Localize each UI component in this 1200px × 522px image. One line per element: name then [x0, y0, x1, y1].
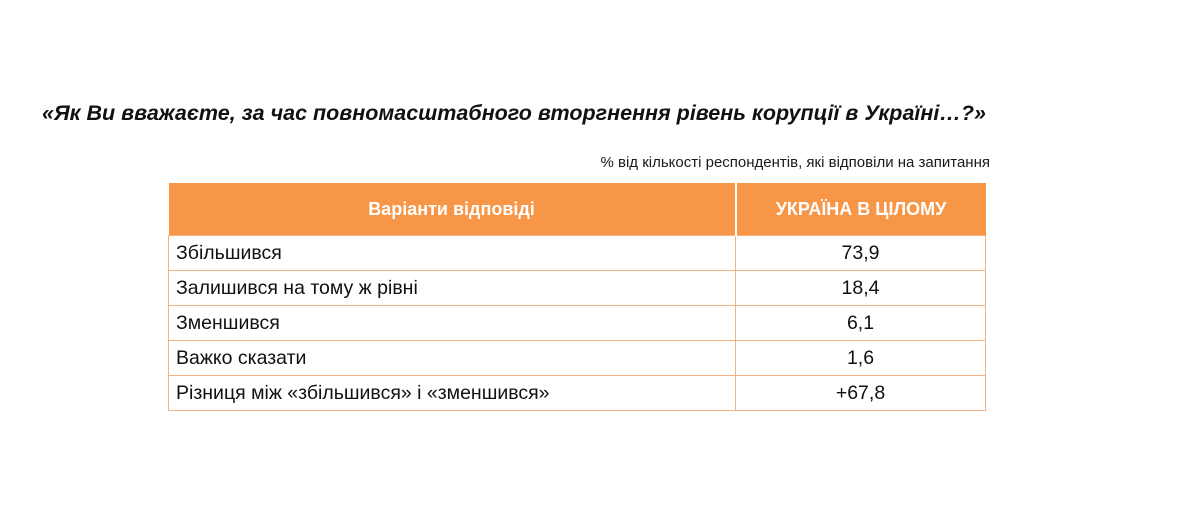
row-value: 73,9 — [736, 236, 986, 271]
table-row — [169, 306, 986, 341]
table-note: % від кількості респондентів, які відповіли на запитання — [600, 154, 990, 171]
row-label: Збільшився — [169, 236, 736, 271]
row-value: 1,6 — [736, 341, 986, 376]
row-label: Важко сказати — [169, 341, 736, 376]
row-value: 18,4 — [736, 271, 986, 306]
header-answer-options: Варіанти відповіді — [169, 183, 736, 236]
row-label: Залишився на тому ж рівні — [169, 271, 736, 306]
row-value: 6,1 — [736, 306, 986, 341]
table-row — [169, 341, 986, 376]
question-title: «Як Ви вважаєте, за час повномасштабного вторгнення рівень корупції в Україні…?» — [42, 101, 986, 125]
table-header-row — [169, 183, 986, 236]
results-table — [168, 183, 986, 411]
row-label: Різниця між «збільшився» і «зменшився» — [169, 376, 736, 411]
header-ukraine-total: УКРАЇНА В ЦІЛОМУ — [736, 183, 986, 236]
table-row — [169, 236, 986, 271]
row-label: Зменшився — [169, 306, 736, 341]
row-value: +67,8 — [736, 376, 986, 411]
table-row — [169, 376, 986, 411]
table-row — [169, 271, 986, 306]
